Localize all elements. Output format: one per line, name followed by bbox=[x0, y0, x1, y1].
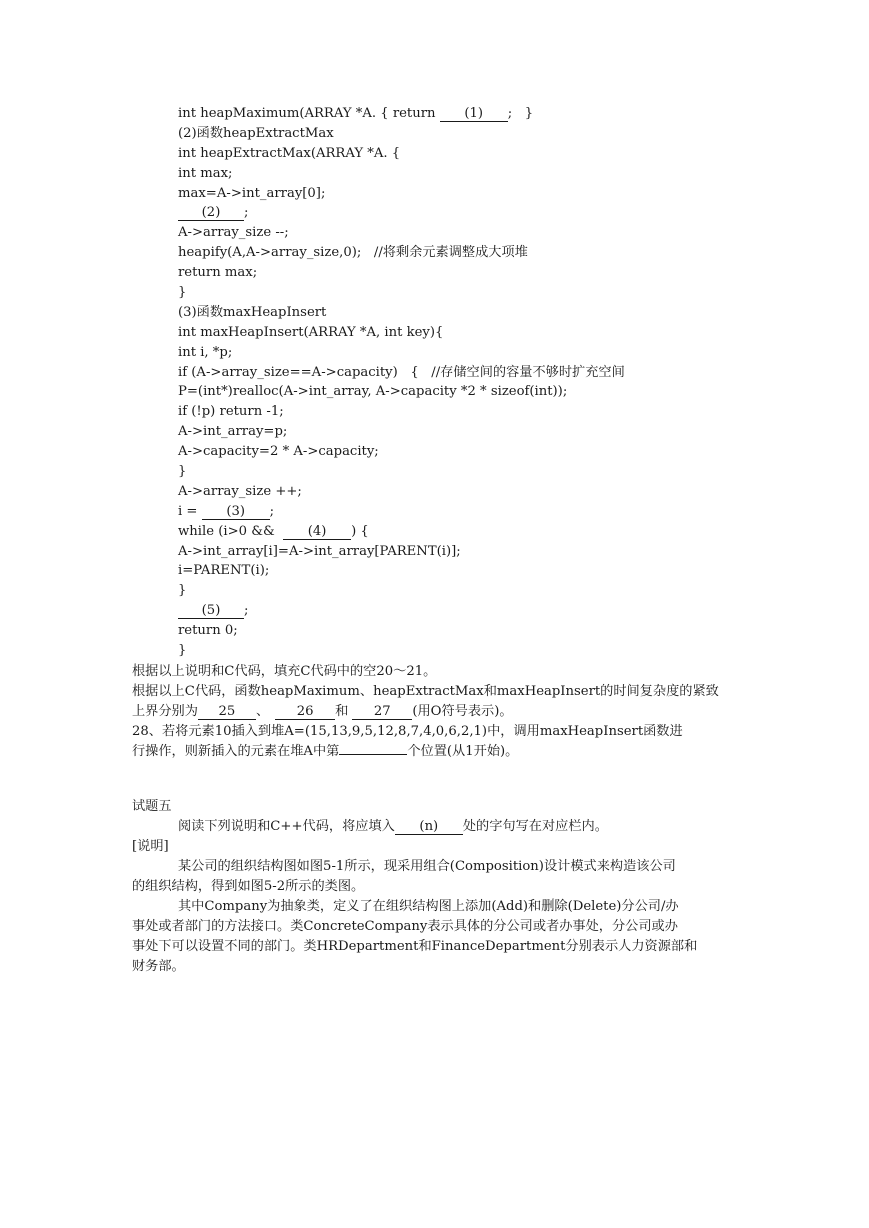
intro-fragment: 处的字句写在对应栏内。 bbox=[462, 819, 608, 834]
fill-blank: (4) bbox=[283, 524, 351, 540]
code-line: } bbox=[178, 583, 187, 599]
code-text: ) { bbox=[351, 523, 369, 539]
code-line: return max; bbox=[178, 265, 258, 281]
code-line: A->capacity=2 * A->capacity; bbox=[178, 444, 379, 460]
fill-blank: (3) bbox=[202, 504, 270, 520]
code-line bbox=[178, 502, 818, 522]
code-text: ; bbox=[244, 603, 249, 619]
questions-block bbox=[132, 662, 736, 762]
code-line: heapify(A,A->array_size,0); //将剩余元素调整成大项堆 bbox=[178, 245, 528, 261]
code-line: (2)函数heapExtractMax bbox=[178, 125, 334, 141]
code-line: } bbox=[178, 643, 187, 659]
code-text: ; } bbox=[507, 106, 534, 121]
fill-blank: (2) bbox=[178, 205, 244, 221]
code-line: } bbox=[178, 285, 187, 301]
code-block bbox=[178, 104, 818, 661]
question-fragment: 个位置(从1开始)。 bbox=[407, 744, 519, 759]
code-text: ; bbox=[269, 503, 275, 519]
code-text: ; bbox=[244, 205, 249, 221]
code-line: int maxHeapInsert(ARRAY *A, int key){ bbox=[178, 324, 444, 340]
question-fragment: 、 bbox=[255, 704, 270, 719]
intro-fragment: 阅读下列说明和C++代码，将应填入 bbox=[178, 819, 395, 834]
question-fragment: (用O符号表示)。 bbox=[412, 704, 513, 719]
code-line: return 0; bbox=[178, 623, 238, 639]
code-line: int heapExtractMax(ARRAY *A. { bbox=[178, 145, 401, 161]
question-fragment: 和 bbox=[335, 704, 349, 719]
question-fragment: 行操作，则新插入的元素在堆A中第 bbox=[132, 744, 340, 759]
code-line: A->array_size ++; bbox=[178, 483, 302, 499]
paragraph-line: 财务部。 bbox=[132, 959, 185, 974]
description-label: [说明] bbox=[132, 839, 169, 854]
code-line bbox=[178, 203, 818, 223]
code-line: i=PARENT(i); bbox=[178, 563, 270, 579]
code-line bbox=[178, 522, 818, 542]
fill-blank: (5) bbox=[178, 603, 244, 619]
fill-blank: 27 bbox=[352, 704, 412, 720]
paragraph-line: 事处下可以设置不同的部门。类HRDepartment和FinanceDepartment分别表示人力资源部和 bbox=[132, 939, 698, 954]
code-line: P=(int*)realloc(A->int_array, A->capacity *2 * sizeof(int)); bbox=[178, 384, 568, 400]
section-title: 试题五 bbox=[132, 799, 172, 814]
question-text: 根据以上说明和C代码，填充C代码中的空20～21。 bbox=[132, 664, 437, 679]
paragraph-line: 某公司的组织结构图如图5-1所示，现采用组合(Composition)设计模式来构造该公司 bbox=[178, 859, 676, 874]
code-text: i = bbox=[178, 503, 202, 519]
fill-blank: 25 bbox=[198, 704, 256, 720]
section-five bbox=[132, 797, 736, 977]
code-line: if (A->array_size==A->capacity) { //存储空间的容量不够时扩充空间 bbox=[178, 364, 625, 380]
code-line: max=A->int_array[0]; bbox=[178, 185, 326, 201]
fill-blank: (1) bbox=[440, 106, 508, 122]
code-text: while (i>0 && bbox=[178, 523, 284, 539]
code-line: int i, *p; bbox=[178, 344, 233, 360]
code-line bbox=[178, 104, 818, 124]
paragraph-line: 的组织结构，得到如图5-2所示的类图。 bbox=[132, 879, 365, 894]
paragraph-line: 事处或者部门的方法接口。类ConcreteCompany表示具体的分公司或者办事处，分公司或办 bbox=[132, 919, 678, 934]
question-text bbox=[132, 742, 736, 762]
section-intro bbox=[132, 817, 736, 837]
paragraph-line: 其中Company为抽象类，定义了在组织结构图上添加(Add)和删除(Delete)分公司/办 bbox=[178, 899, 679, 914]
code-line: A->int_array[i]=A->int_array[PARENT(i)]; bbox=[178, 543, 461, 559]
question-fragment: 上界分别为 bbox=[132, 704, 198, 719]
code-line: (3)函数maxHeapInsert bbox=[178, 304, 327, 320]
code-line: A->int_array=p; bbox=[178, 424, 288, 440]
question-text: 28、若将元素10插入到堆A=(15,13,9,5,12,8,7,4,0,6,2,1)中，调用maxHeapInsert函数进 bbox=[132, 724, 683, 739]
code-line: int max; bbox=[178, 165, 233, 181]
fill-blank bbox=[339, 754, 407, 755]
code-text: int heapMaximum(ARRAY *A. { return bbox=[178, 106, 440, 121]
fill-blank: 26 bbox=[275, 704, 335, 720]
code-line: } bbox=[178, 464, 187, 480]
code-line: A->array_size --; bbox=[178, 225, 289, 241]
fill-blank: (n) bbox=[395, 819, 463, 835]
question-text bbox=[132, 702, 736, 722]
code-line: if (!p) return -1; bbox=[178, 404, 284, 420]
code-line bbox=[178, 601, 818, 621]
question-text: 根据以上C代码，函数heapMaximum、heapExtractMax和maxHeapInsert的时间复杂度的紧致 bbox=[132, 684, 719, 699]
